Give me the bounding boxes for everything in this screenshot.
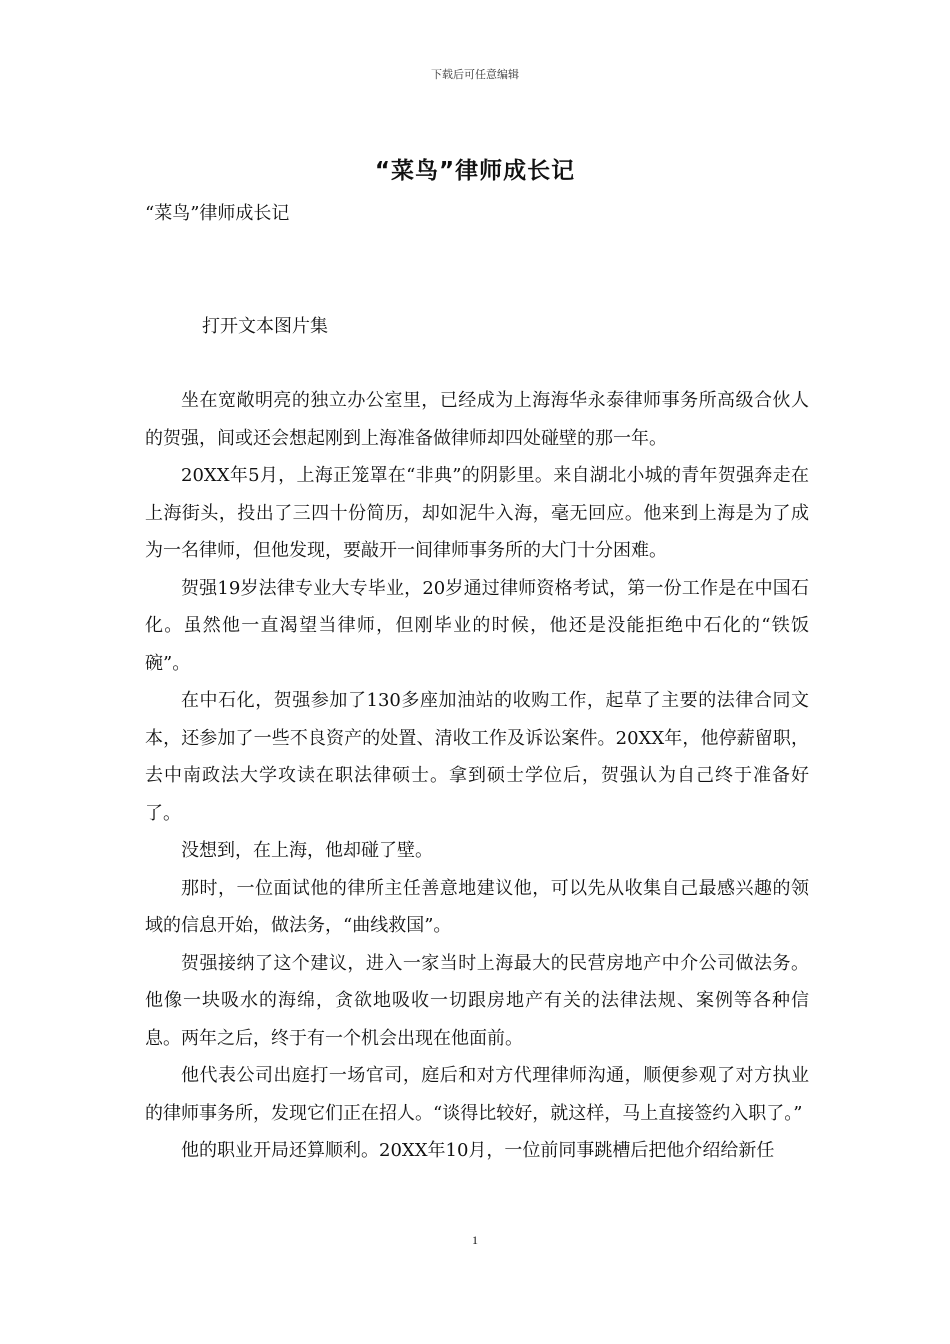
page-number: 1 (472, 1233, 478, 1247)
paragraph: 在中石化，贺强参加了130多座加油站的收购工作，起草了主要的法律合同文本，还参加了一些不良资产的处置、清收工作及诉讼案件。20XX年，他停薪留职，去中南政法大学攻读在职法律硕士。拿到硕士学位后，贺强认为自己终于准备好了。 (145, 690, 809, 824)
paragraph: 他的职业开局还算顺利。20XX年10月，一位前同事跳槽后把他介绍给新任 (181, 1140, 775, 1161)
paragraph: 坐在宽敞明亮的独立办公室里，已经成为上海海华永泰律师事务所高级合伙人的贺强，间或还会想起刚到上海准备做律师却四处碰壁的那一年。 (145, 390, 809, 449)
document-title: “菜鸟”律师成长记 (374, 158, 576, 184)
paragraph: 20XX年5月，上海正笼罩在“非典”的阴影里。来自湖北小城的青年贺强奔走在上海街头，投出了三四十份简历，却如泥牛入海，毫无回应。他来到上海是为了成为一名律师，但他发现，要敲开一间律师事务所的大门十分困难。 (145, 465, 809, 561)
page-header: 下载后可任意编辑 (431, 68, 519, 81)
paragraph: 他代表公司出庭打一场官司，庭后和对方代理律师沟通，顺便参观了对方执业的律师事务所，发现它们正在招人。“谈得比较好，就这样，马上直接签约入职了。” (145, 1065, 809, 1124)
paragraph: 贺强接纳了这个建议，进入一家当时上海最大的民营房地产中介公司做法务。他像一块吸水的海绵，贪欲地吸收一切跟房地产有关的法律法规、案例等各种信息。两年之后，终于有一个机会出现在他面前。 (145, 952, 809, 1049)
paragraph: 贺强19岁法律专业大专毕业，20岁通过律师资格考试，第一份工作是在中国石化。虽然他一直渴望当律师，但刚毕业的时候，他还是没能拒绝中石化的“铁饭碗”。 (145, 577, 809, 674)
paragraph: 没想到，在上海，他却碰了壁。 (181, 840, 433, 861)
document-subtitle: “菜鸟”律师成长记 (145, 203, 290, 224)
paragraph: 那时，一位面试他的律所主任善意地建议他，可以先从收集自己最感兴趣的领域的信息开始，做法务，“曲线救国”。 (145, 877, 809, 936)
article-body (145, 382, 809, 1170)
gallery-link[interactable]: 打开文本图片集 (202, 316, 328, 337)
